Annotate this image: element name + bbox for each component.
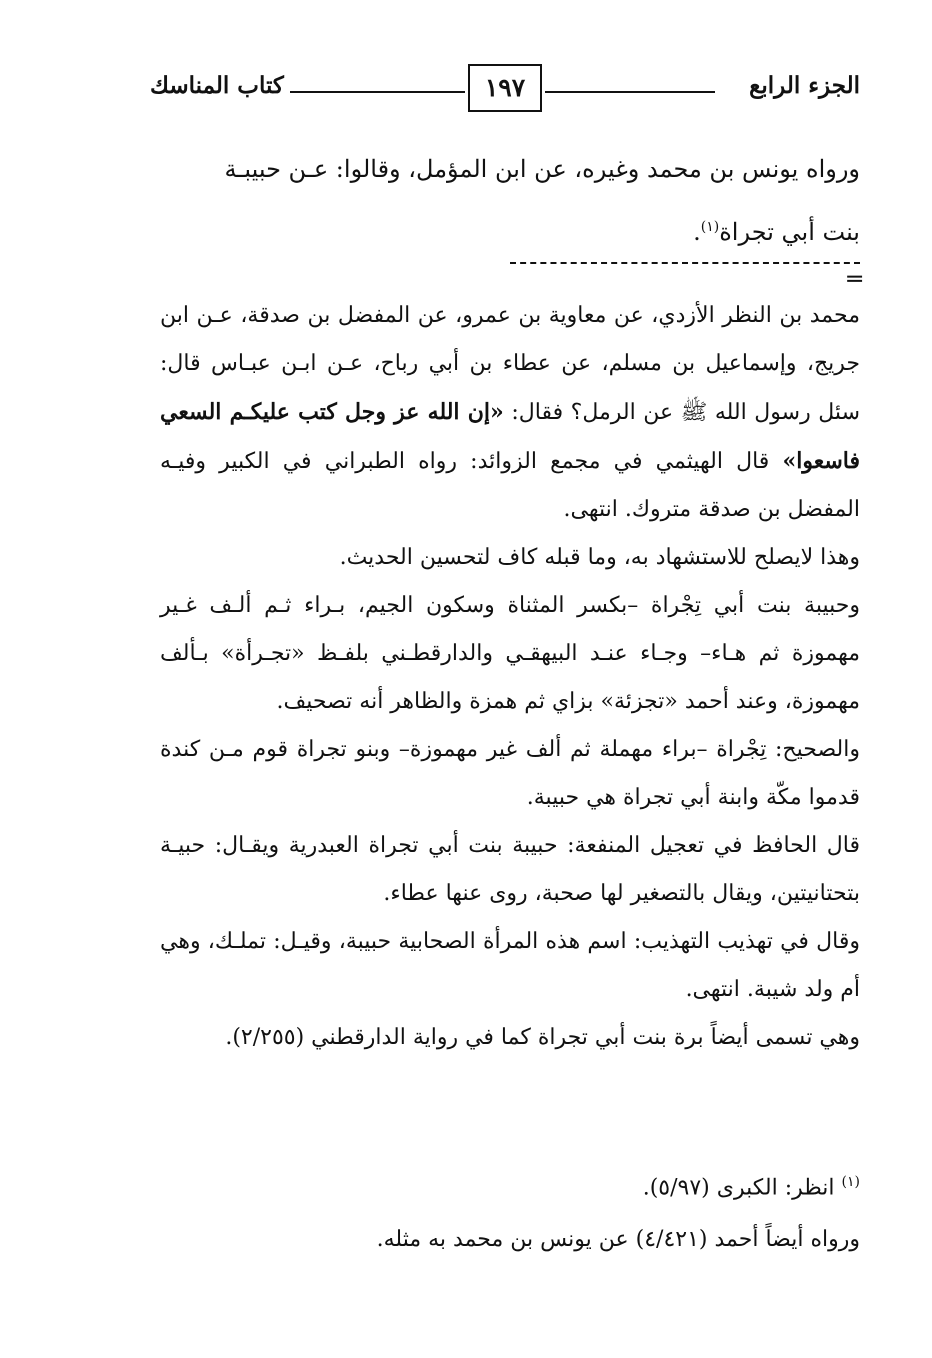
footnote-1 bbox=[160, 1156, 860, 1214]
running-header bbox=[150, 62, 860, 126]
page-number-box: ١٩٧ bbox=[468, 64, 542, 112]
main-line-1: ورواه يونس بن محمد وغيره، عن ابن المؤمل، وقالوا: عـن حبيبـة bbox=[224, 155, 860, 183]
main-line-2 bbox=[160, 198, 860, 261]
footnote-continuation bbox=[160, 292, 860, 1062]
footnote-p1-rest: قال الهيثمي في مجمع الزوائد: رواه الطبراني في الكبير وفيـه المفضل بن صدقة متروك. انتهى. bbox=[160, 449, 860, 522]
footnote-reference: (١) bbox=[700, 219, 720, 235]
footnote-1-text: انظر: الكبرى (٥/٩٧). bbox=[642, 1175, 835, 1201]
volume-label: الجزء الرابع bbox=[749, 72, 860, 99]
footnote-paragraph-6: وقال في تهذيب التهذيب: اسم هذه المرأة الصحابية حبيبة، وقيـل: تملـك، وهي أم ولد شيبة. انتهى. bbox=[160, 929, 860, 1002]
main-line-2-text: بنت أبي تجراة bbox=[719, 218, 860, 246]
footnote-paragraph-5: قال الحافظ في تعجيل المنفعة: حبيبة بنت أبي تجراة العبدرية ويقـال: حبيـة بتحتانيتين، ويقال بالتصغير لها صحبة، روى عنها عطاء. bbox=[160, 833, 860, 906]
footnote-paragraph-7: وهي تسمى أيضاً برة بنت أبي تجراة كما في رواية الدارقطني (٢/٢٥٥). bbox=[225, 1025, 860, 1050]
footnote-1-marker: (١) bbox=[841, 1174, 860, 1190]
footnote-separator bbox=[510, 262, 860, 264]
hadith-quote: «إن الله عز وجل كتب عليكـم السعي فاسعوا» bbox=[160, 399, 861, 474]
separator-mark: ═ bbox=[847, 264, 862, 293]
footnote-paragraph-2: وهذا لايصلح للاستشهاد به، وما قبله كاف لتحسين الحديث. bbox=[339, 545, 860, 570]
header-rule-left bbox=[290, 91, 465, 93]
footnote-1-extra: ورواه أيضاً أحمد (٤/٤٢١) عن يونس بن محمد به مثله. bbox=[376, 1227, 860, 1253]
footnote-paragraph-1 bbox=[160, 292, 860, 534]
footnote-paragraph-4: والصحيح: تِجْراة –براء مهملة ثم ألف غير مهموزة– وبنو تجراة قوم مـن كندة قدموا مكّة وابنة أبي تجراة هي حبيبة. bbox=[160, 737, 860, 810]
footnote-p1-text: محمد بن النظر الأزدي، عن معاوية بن عمرو، عن المفضل بن صدقة، عـن ابن جريج، وإسماعيل بن مسلم، عن عطاء بن أبي رباح، عـن ابـن عبـاس قال: سئل رسول الله ﷺ عن الرمل؟ فقال: bbox=[160, 303, 860, 425]
book-title: كتاب المناسك bbox=[150, 72, 284, 99]
footnote-paragraph-3: وحبيبة بنت أبي تِجْراة –بكسر المثناة وسكون الجيم، بـراء ثـم ألـف غـير مهموزة ثم هـاء– وجـاء عنـد البيهقـي والدارقطـني بلفـظ «تجـرأة» بـألف مهموزة، وعند أحمد «تجزئة» بزاي ثم همزة والظاهر أنه تصحيف. bbox=[160, 593, 860, 714]
main-text bbox=[160, 140, 860, 261]
header-rule-right bbox=[545, 91, 715, 93]
footnotes bbox=[160, 1156, 860, 1266]
main-line-2-end: . bbox=[693, 218, 701, 246]
